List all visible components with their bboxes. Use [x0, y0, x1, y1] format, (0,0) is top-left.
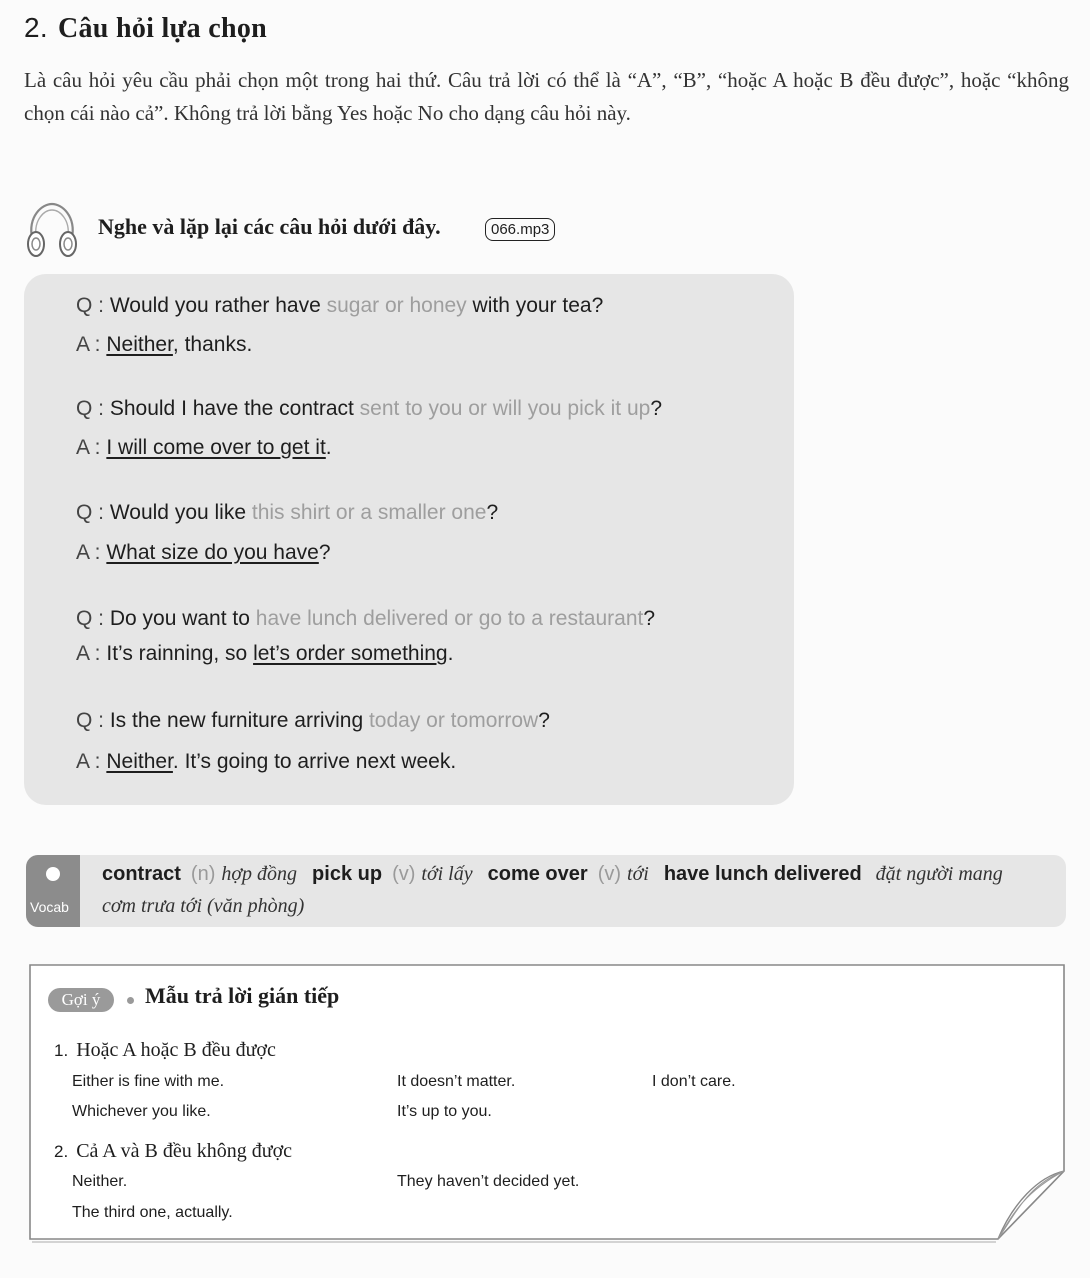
question-line-2: Q : Should I have the contract sent to you or will you pick it up? — [76, 397, 662, 420]
hint-group-heading-2: 2. Cả A và B đều không được — [54, 1140, 293, 1162]
question-line-3: Q : Would you like this shirt or a smaller one? — [76, 501, 499, 524]
hint-title: Mẫu trả lời gián tiếp — [145, 983, 340, 1008]
hint-item: The third one, actually. — [72, 1204, 233, 1221]
vocab-line — [102, 863, 1013, 886]
question-line-1: Q : Would you rather have sugar or honey with your tea? — [76, 294, 604, 317]
hint-item: Either is fine with me. — [72, 1073, 225, 1090]
vocab-tab — [26, 855, 80, 927]
question-line-5: Q : Is the new furniture arriving today or tomorrow? — [76, 709, 550, 732]
vocab-meaning-continued: cơm trưa tới (văn phòng) — [102, 895, 305, 917]
a-label: A : — [76, 541, 107, 564]
vocab-meaning: đặt người mang — [875, 863, 1003, 885]
vocab-pos: (n) — [190, 863, 216, 885]
section-title — [24, 12, 267, 45]
answer-key-phrase: I will come over to get it — [106, 436, 326, 459]
headphones-icon — [22, 198, 82, 262]
vocab-term: contract — [102, 863, 181, 885]
hint-item: It’s up to you. — [397, 1103, 492, 1120]
choice-highlight: today or tomorrow — [368, 709, 539, 732]
hint-item: Whichever you like. — [72, 1103, 211, 1120]
choice-highlight: this shirt or a smaller one — [251, 501, 487, 524]
answer-key-phrase: What size do you have — [106, 541, 319, 564]
q-label: Q : — [76, 397, 110, 420]
q-label: Q : — [76, 294, 110, 317]
answer-line-2: A : I will come over to get it. — [76, 436, 332, 459]
section-intro: Là câu hỏi yêu cầu phải chọn một trong hai thứ. Câu trả lời có thể là “A”, “B”, “hoặc A hoặc B đều được”, hoặc “không chọn cái nào cả”. Không trả lời bằng Yes hoặc No cho dạng câu hỏi này. — [24, 68, 1069, 125]
vocab-dot-icon — [46, 867, 60, 881]
vocab-meaning: tới lấy — [421, 863, 473, 885]
q-label: Q : — [76, 709, 110, 732]
section-title-text: Câu hỏi lựa chọn — [57, 13, 268, 44]
answer-line-5: A : Neither. It’s going to arrive next week. — [76, 750, 457, 773]
vocab-meaning: hợp đồng — [221, 863, 298, 885]
vocab-pos: (v) — [392, 863, 416, 885]
vocab-tab-label: Vocab — [30, 899, 69, 915]
question-line-4: Q : Do you want to have lunch delivered or go to a restaurant? — [76, 607, 656, 630]
a-label: A : — [76, 750, 107, 773]
section-number: 2. — [24, 12, 48, 43]
a-label: A : — [76, 436, 107, 459]
q-label: Q : — [76, 607, 110, 630]
vocab-meaning: tới — [627, 863, 649, 885]
listen-instruction — [22, 198, 642, 264]
hint-card — [28, 963, 1066, 1244]
hint-item: I don’t care. — [652, 1073, 736, 1090]
answer-key-phrase: Neither — [106, 333, 173, 356]
a-label: A : — [76, 642, 107, 665]
choice-highlight: sugar or honey — [326, 294, 467, 317]
vocab-pos: (v) — [597, 863, 622, 885]
answer-key-phrase: Neither — [106, 750, 173, 773]
hint-item: Neither. — [72, 1173, 128, 1190]
vocab-term: come over — [487, 863, 588, 885]
hint-item: They haven’t decided yet. — [397, 1173, 580, 1190]
choice-highlight: sent to you or will you pick it up — [359, 397, 651, 420]
choice-highlight: have lunch delivered or go to a restaurant — [255, 607, 644, 630]
hint-badge: Gợi ý — [48, 988, 114, 1012]
bullet-dot-icon — [127, 997, 134, 1004]
vocab-term: pick up — [312, 863, 383, 885]
vocab-term: have lunch delivered — [663, 863, 862, 885]
q-label: Q : — [76, 501, 110, 524]
answer-line-4: A : It’s rainning, so let’s order something. — [76, 642, 454, 665]
a-label: A : — [76, 333, 107, 356]
hint-item: It doesn’t matter. — [397, 1073, 516, 1090]
hint-group-heading-1: 1. Hoặc A hoặc B đều được — [54, 1039, 276, 1061]
answer-line-3: A : What size do you have? — [76, 541, 331, 564]
answer-line-1: A : Neither, thanks. — [76, 333, 253, 356]
vocab-bar — [26, 855, 1066, 927]
answer-key-phrase: let’s order something — [253, 642, 448, 665]
audio-track-label[interactable]: 066.mp3 — [485, 218, 555, 241]
listen-instruction-text: Nghe và lặp lại các câu hỏi dưới đây. — [98, 214, 441, 239]
